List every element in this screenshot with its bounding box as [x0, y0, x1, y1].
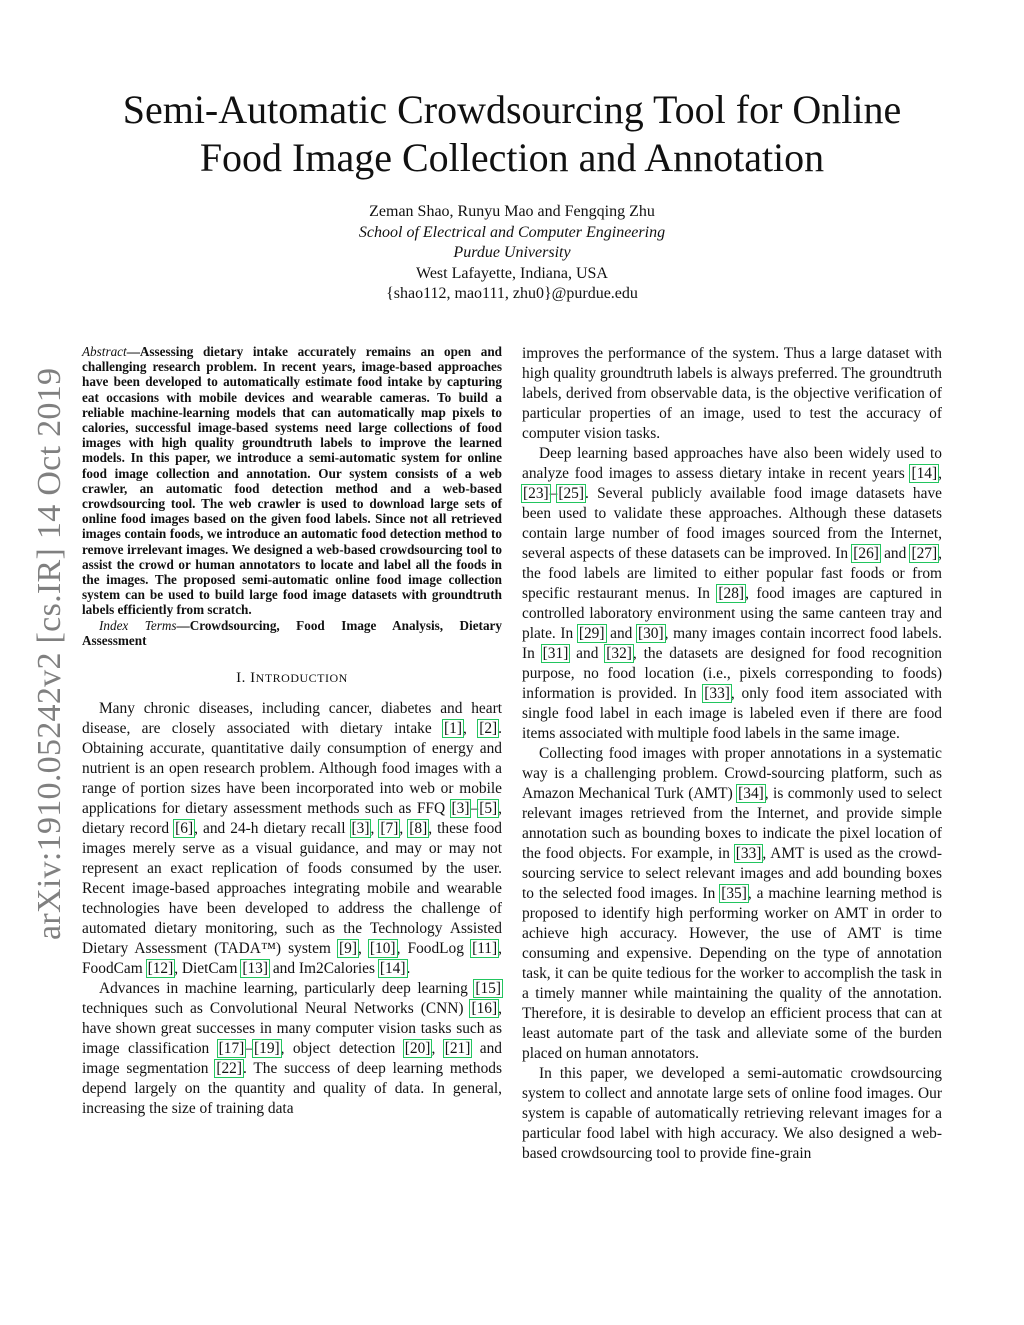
intro-paragraph-1 [82, 699, 502, 979]
right-paragraph-1 [522, 344, 942, 444]
right-column [522, 344, 942, 1164]
citation-link[interactable]: [22] [216, 1060, 242, 1078]
intro-paragraph-2 [82, 979, 502, 1119]
paragraph-text: – [470, 800, 479, 818]
paragraph-text: . The success of deep learning methods depend largely on the quantity and quality of data. In general, increasing the size of training data [82, 1060, 502, 1118]
abstract-text: —Assessing dietary intake accurately remains an open and challenging research problem. In recent years, image-based approaches have been developed to automatically estimate food intake by capturing eat occasions with mobile devices and wearable cameras. To build a reliable machine-learning models that can automatically map pixels to calories, successful image-based systems need large collections of food images with high quality groundtruth labels to improve the learned models. In this paper, we introduce a semi-automatic system for online food image collection and annotation. Our system consists of a web crawler, an automatic food detection method and a web-based crowdsourcing tool. The web crawler is used to download large sets of online food images based on the given food labels. Since not all retrieved images contain foods, we introduce an automatic food detection method to remove irrelevant images. We designed a web-based crowdsourcing tool to assist the crowd or human annotators to locate and label all the foods in the images. The proposed semi-automatic online food image collection system can be used to build large food image datasets with groundtruth labels efficiently from scratch. [82, 344, 502, 618]
citation-link[interactable]: [15] [475, 980, 501, 998]
abstract [82, 344, 502, 618]
abstract-label: Abstract [82, 344, 127, 359]
citation-link[interactable]: [34] [738, 785, 764, 802]
citation-link[interactable]: [14] [911, 465, 938, 482]
paragraph-text: , many images contain incorrect food labels. In [522, 625, 942, 662]
paragraph-text: . Obtaining accurate, quantitative daily consumption of energy and nutrient is an open research problem. Although food images with a range of portion sizes have been incorporated into web or mobile applications for dietary assessment methods such as FFQ [82, 720, 502, 818]
paragraph-text: Deep learning based approaches have also been widely used to analyze food images to assess dietary intake in recent years [522, 445, 942, 482]
citation-link[interactable]: [5] [479, 800, 498, 818]
citation-link[interactable]: [13] [242, 960, 268, 978]
citation-link[interactable]: [8] [409, 820, 428, 838]
left-column [82, 344, 502, 1119]
citation-link[interactable]: [6] [175, 820, 194, 838]
paragraph-text: , only food item associated with single food label in each image is labeled even if there are food items associated with multiple food labels in the same image. [522, 685, 942, 742]
section-title-rest: NTRODUCTION [255, 671, 348, 686]
right-paragraph-2 [522, 444, 942, 744]
paragraph-text: , AMT is used as the crowd-sourcing service to select relevant images and add bounding boxes to the selected food images. In [522, 845, 942, 902]
paragraph-text: . Several publicly available food image datasets have been used to validate these approaches. Although these datasets contain large number of food images sourced from the Internet, several aspects of these datasets can be improved. In [522, 485, 942, 562]
citation-link[interactable]: [19] [254, 1040, 280, 1058]
citation-link[interactable]: [30] [637, 625, 664, 642]
citation-link[interactable]: [17] [218, 1040, 245, 1058]
citation-link[interactable]: [26] [853, 545, 879, 562]
paragraph-text: and [605, 625, 637, 642]
citation-link[interactable]: [23] [523, 485, 549, 502]
citation-link[interactable]: [7] [380, 820, 399, 838]
paragraph-text: – [549, 485, 558, 502]
author-emails: {shao112, mao111, zhu0}@purdue.edu [386, 285, 638, 302]
paragraph-text: Collecting food images with proper annotations in a systematic way is a challenging problem. Crowd-sourcing platform, such as Amazon Mechanical Turk (AMT) [522, 745, 942, 802]
affiliation-location: West Lafayette, Indiana, USA [416, 264, 608, 282]
paragraph-text: – [245, 1040, 253, 1058]
paragraph-text: , is commonly used to select relevant images retrieved from the Internet, and provide simple annotation such as bounding boxes to indicate the pixel location of the food objects. For example, in [522, 785, 942, 862]
citation-link[interactable]: [31] [542, 645, 569, 662]
paragraph-text: , dietary record [82, 800, 502, 838]
index-terms-text: —Crowdsourcing, Food Image Analysis, Dietary Assessment [82, 617, 502, 648]
section-heading-introduction [82, 670, 502, 687]
citation-link[interactable]: [32] [606, 645, 632, 662]
paragraph-text: , these food images merely serve as a visual guidance, and may or may not represent an exact replication of foods consumed by the user. Recent image-based approaches integrating mobile and wearable technologies have been developed to address the challenge of automated dietary monitoring, such as the Technology Assisted Dietary Assessment (TADA™) system [82, 820, 502, 958]
citation-link[interactable]: [3] [351, 820, 370, 838]
paragraph-text: Advances in machine learning, particularly deep learning [99, 980, 475, 998]
title-line-2: Food Image Collection and Annotation [199, 135, 825, 180]
paragraph-text: techniques such as Convolutional Neural Networks (CNN) [82, 1000, 471, 1018]
section-title-initial: I [250, 670, 256, 687]
section-number: I. [236, 670, 246, 687]
paragraph-text: , [399, 820, 409, 838]
citation-link[interactable]: [20] [404, 1040, 431, 1058]
citation-link[interactable]: [21] [444, 1040, 471, 1058]
paragraph-text: , food images are captured in controlled laboratory environment using the same canteen tray and plate. In [522, 585, 942, 642]
title-line-1: Semi-Automatic Crowdsourcing Tool for Online [122, 87, 902, 132]
citation-link[interactable]: [35] [721, 885, 747, 902]
paragraph-text: and [569, 645, 606, 662]
citation-link[interactable]: [9] [339, 940, 357, 958]
citation-link[interactable]: [25] [558, 485, 585, 502]
paragraph-text: , and 24-h dietary recall [194, 820, 351, 838]
paragraph-text: , [431, 1040, 444, 1058]
paragraph-text: , [462, 720, 479, 738]
paragraph-text: , [938, 465, 942, 482]
paragraph-text: , have shown great successes in many computer vision tasks such as image classification [82, 1000, 502, 1058]
affiliation-university: Purdue University [453, 244, 571, 261]
paragraph-text: Many chronic diseases, including cancer, diabetes and heart disease, are closely associated with dietary intake [82, 700, 502, 738]
author-block [212, 202, 812, 305]
index-terms [82, 618, 502, 648]
paragraph-text: , [370, 820, 380, 838]
right-paragraph-3 [522, 744, 942, 1064]
paragraph-text: improves the performance of the system. Thus a large dataset with high quality groundtruth labels is always preferred. The groundtruth labels, derived from observable data, is the objective verification of particular properties of an image, used to test the accuracy of computer vision tasks. [522, 345, 942, 442]
citation-link[interactable]: [2] [479, 720, 498, 738]
citation-link[interactable]: [11] [472, 940, 498, 958]
citation-link[interactable]: [33] [704, 685, 730, 702]
index-terms-label: Index Terms [99, 617, 177, 633]
paragraph-text: , FoodCam [82, 940, 502, 978]
citation-link[interactable]: [14] [379, 960, 406, 978]
arxiv-identifier: arXiv:1910.05242v2 [cs.IR] 14 Oct 2019 [31, 367, 68, 940]
paragraph-text: , the datasets are designed for food recognition purpose, no food location (i.e., pixels corresponding to foods) information is provided. In [522, 645, 942, 702]
citation-link[interactable]: [27] [911, 545, 938, 562]
paragraph-text: , a machine learning method is proposed to identify high performing worker on AMT in order to achieve high accuracy. However, the use of AMT is time consuming and expensive. Depending on the type of annotation task, it can be quite tedious for the worker to accomplish the task in a timely manner while maintaining the quality of the annotation. Therefore, it is desirable to develop an efficient process that can at least automate part of the task and alleviate some of the burden placed on human annotators. [522, 885, 942, 1062]
right-paragraph-4 [522, 1064, 942, 1164]
paragraph-text: . [406, 960, 411, 978]
paragraph-text: , the food labels are limited to either popular fast foods or from specific restaurant menus. In [522, 545, 942, 602]
citation-link[interactable]: [1] [444, 720, 462, 738]
paragraph-text: , DietCam [174, 960, 242, 978]
citation-link[interactable]: [28] [718, 585, 745, 602]
paragraph-text: , object detection [280, 1040, 404, 1058]
citation-link[interactable]: [12] [147, 960, 174, 978]
paragraph-text: In this paper, we developed a semi-automatic crowdsourcing system to collect and annotate large sets of online food images. Our system is capable of automatically retrieving relevant images for a particular food label with high accuracy. We also designed a web-based crowdsourcing tool to provide fine-grain [522, 1065, 942, 1162]
paragraph-text: , [357, 940, 369, 958]
paragraph-text: and [879, 545, 911, 562]
citation-link[interactable]: [16] [471, 1000, 498, 1018]
author-names: Zeman Shao, Runyu Mao and Fengqing Zhu [369, 203, 655, 220]
paper-title [80, 86, 944, 182]
paragraph-text: and image segmentation [82, 1040, 502, 1078]
citation-link[interactable]: [3] [451, 800, 470, 818]
affiliation-school: School of Electrical and Computer Engineering [358, 223, 666, 241]
paragraph-text: , FoodLog [396, 940, 472, 958]
citation-link[interactable]: [29] [578, 625, 605, 642]
citation-link[interactable]: [33] [735, 845, 762, 862]
citation-link[interactable]: [10] [369, 940, 396, 958]
paragraph-text: and Im2Calories [268, 960, 379, 978]
